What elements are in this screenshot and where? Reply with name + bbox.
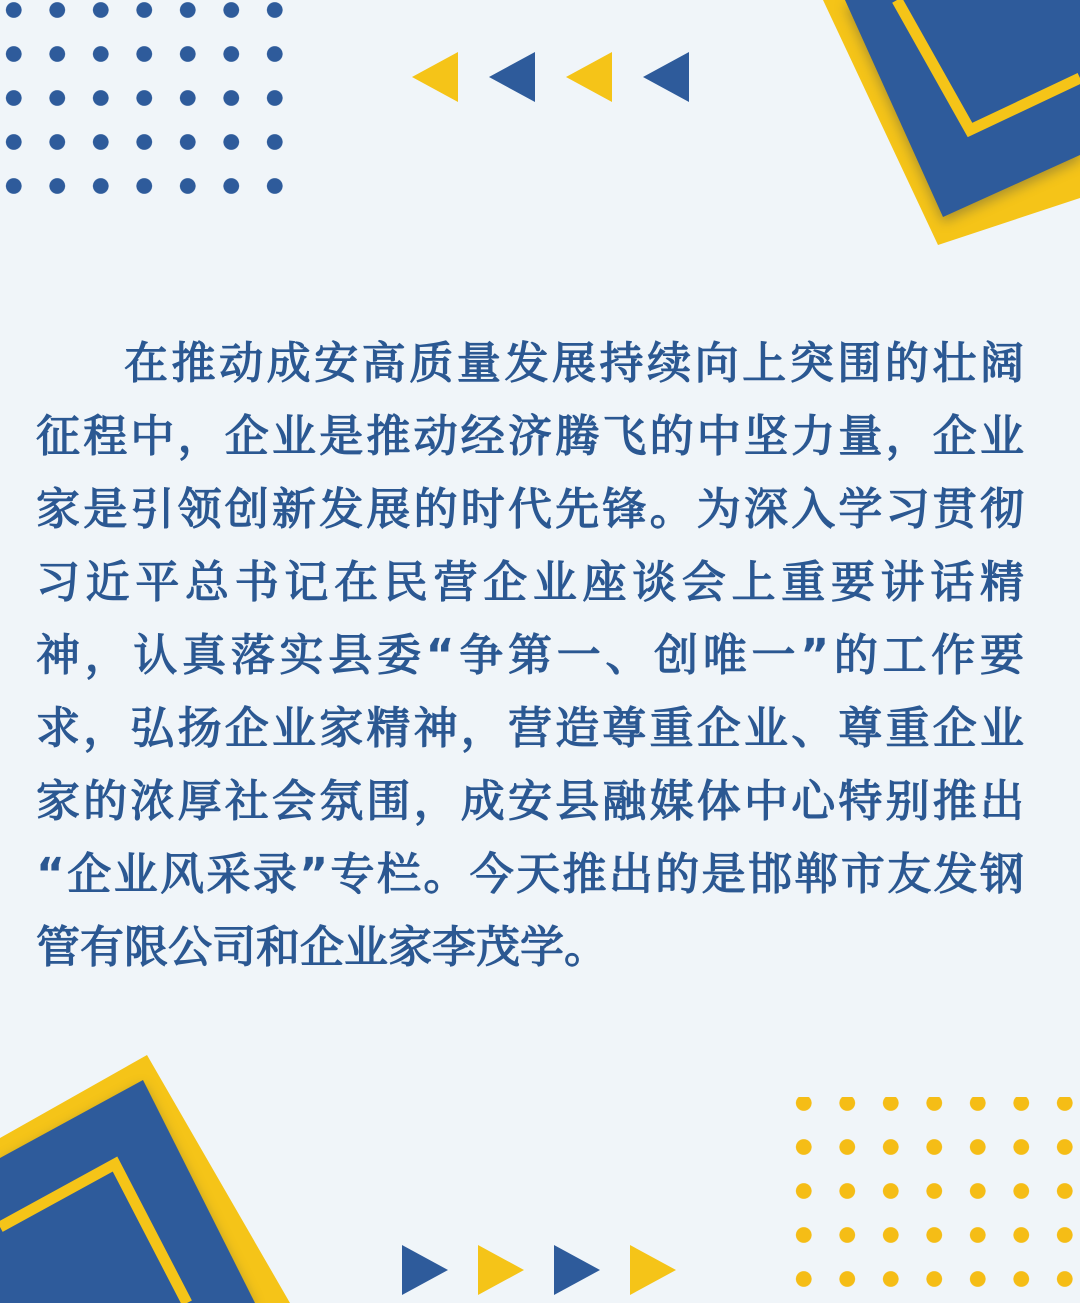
article-line-2: 征程中，企业是推动经济腾飞的中坚力量，企业 [36, 411, 1024, 462]
dot-grid-bottom-right [791, 1097, 1078, 1293]
inner-outline [897, 0, 1080, 130]
article-line-9: 管有限公司和企业家李茂学。 [36, 922, 608, 973]
inner-outline [0, 1164, 187, 1303]
outer-diamond [0, 1055, 290, 1303]
article-line-6: 求，弘扬企业家精神，营造尊重企业、尊重企业 [36, 703, 1024, 754]
left-arrow-icon [566, 52, 612, 102]
article-text [36, 327, 1024, 984]
corner-decoration-bottom-left [0, 1040, 320, 1303]
article-line-1: 在推动成安高质量发展持续向上突围的壮阔 [124, 338, 1024, 389]
inner-diamond [845, 0, 1080, 217]
inner-diamond [0, 1080, 255, 1303]
dot-grid-top-left [0, 0, 287, 200]
article-line-4: 习近平总书记在民营企业座谈会上重要讲话精 [36, 557, 1024, 608]
article-line-3: 家是引领创新发展的时代先锋。为深入学习贯彻 [36, 484, 1024, 535]
left-arrow-icon [412, 52, 458, 102]
bottom-arrow-row [402, 1245, 676, 1295]
right-arrow-icon [478, 1245, 524, 1295]
article-line-7: 家的浓厚社会氛围，成安县融媒体中心特别推出 [36, 776, 1024, 827]
corner-decoration-top-right [780, 0, 1080, 280]
article-line-8: “企业风采录”专栏。今天推出的是邯郸市友发钢 [36, 849, 1024, 900]
left-arrow-icon [643, 52, 689, 102]
right-arrow-icon [402, 1245, 448, 1295]
right-arrow-icon [554, 1245, 600, 1295]
article-line-5: 神，认真落实县委“争第一、创唯一”的工作要 [36, 630, 1024, 681]
left-arrow-icon [489, 52, 535, 102]
right-arrow-icon [630, 1245, 676, 1295]
outer-diamond [823, 0, 1080, 245]
top-arrow-row [412, 52, 689, 102]
